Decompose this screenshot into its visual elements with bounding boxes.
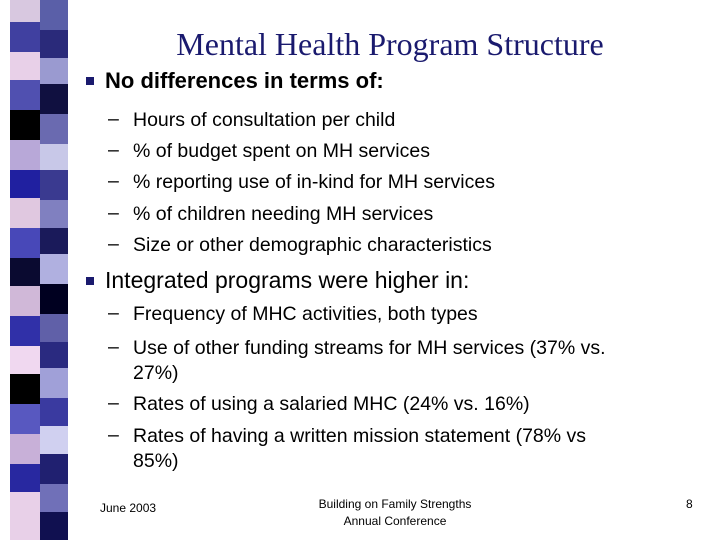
- footer-date: June 2003: [100, 501, 157, 515]
- section1-item: % of budget spent on MH services: [133, 140, 430, 162]
- dash-icon: –: [108, 170, 119, 192]
- dash-icon: –: [108, 302, 119, 324]
- section2-item-continued: 27%): [133, 362, 179, 384]
- dash-icon: –: [108, 202, 119, 224]
- dash-icon: –: [108, 139, 119, 161]
- section1-item: Size or other demographic characteristics: [133, 234, 492, 256]
- section2-item: Use of other funding streams for MH services (37% vs.: [133, 337, 606, 359]
- dash-icon: –: [108, 392, 119, 414]
- dash-icon: –: [108, 336, 119, 358]
- bullet-square-icon: [86, 77, 94, 85]
- page-number: 8: [686, 497, 693, 511]
- slide-title: Mental Health Program Structure: [176, 26, 604, 62]
- decorative-side-strip: [0, 0, 72, 540]
- section1-item: % reporting use of in-kind for MH services: [133, 171, 495, 193]
- section1-heading: No differences in terms of:: [105, 68, 384, 93]
- dash-icon: –: [108, 233, 119, 255]
- dash-icon: –: [108, 108, 119, 130]
- section2-item: Frequency of MHC activities, both types: [133, 303, 478, 325]
- footer-conference: [290, 496, 500, 530]
- section1-item: Hours of consultation per child: [133, 109, 396, 131]
- section1-item: % of children needing MH services: [133, 203, 434, 225]
- dash-icon: –: [108, 424, 119, 446]
- section2-item: Rates of using a salaried MHC (24% vs. 16%): [133, 393, 530, 415]
- section2-heading: Integrated programs were higher in:: [105, 267, 470, 293]
- section2-item: Rates of having a written mission statement (78% vs: [133, 425, 587, 447]
- footer-conference-line1: Building on Family Strengths: [318, 497, 472, 511]
- footer-conference-line2: Annual Conference: [343, 514, 447, 528]
- bullet-square-icon: [86, 277, 94, 285]
- section2-item-continued: 85%): [133, 450, 179, 472]
